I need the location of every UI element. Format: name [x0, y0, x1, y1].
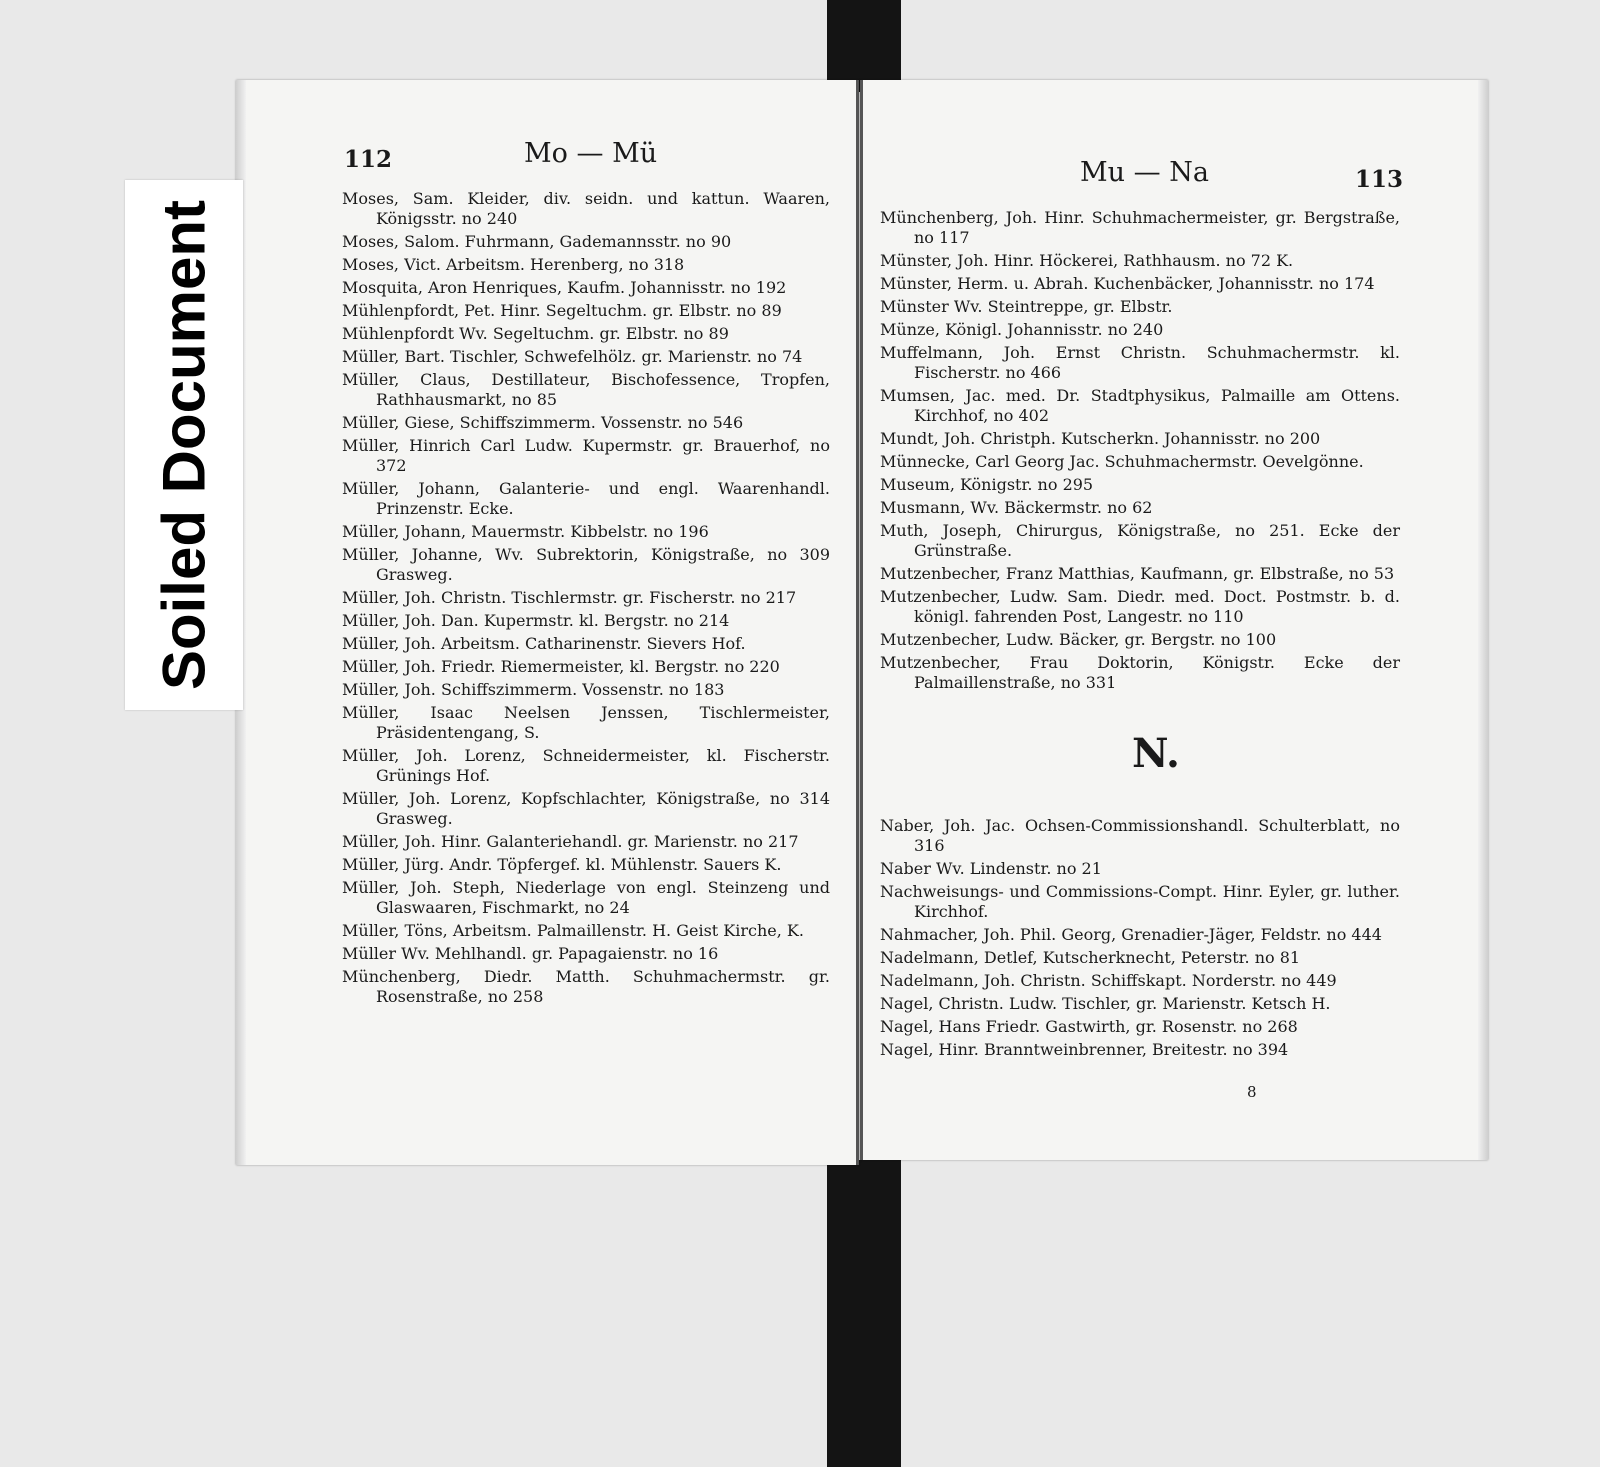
directory-entry: Müller, Claus, Destillateur, Bischofessence, Tropfen, Rathhausmarkt, no 85: [342, 370, 830, 409]
right-page-number: 113: [1355, 166, 1404, 193]
directory-entry: Mutzenbecher, Ludw. Sam. Diedr. med. Doct. Postmstr. b. d. königl. fahrenden Post, Langestr. no 110: [880, 587, 1400, 626]
binding-spine-bottom: [827, 1160, 901, 1467]
directory-entry: Mutzenbecher, Franz Matthias, Kaufmann, gr. Elbstraße, no 53: [880, 564, 1395, 583]
directory-entry: Müller, Joh. Arbeitsm. Catharinenstr. Sievers Hof.: [342, 634, 746, 653]
soiled-document-label: [125, 180, 243, 710]
directory-entry: Nadelmann, Joh. Christn. Schiffskapt. Norderstr. no 449: [880, 971, 1337, 990]
directory-entry: Münchenberg, Diedr. Matth. Schuhmachermstr. gr. Rosenstraße, no 258: [342, 967, 830, 1006]
directory-entry: Nagel, Hans Friedr. Gastwirth, gr. Rosenstr. no 268: [880, 1017, 1298, 1036]
directory-entry: Muth, Joseph, Chirurgus, Königstraße, no 251. Ecke der Grünstraße.: [880, 521, 1400, 560]
left-page-number: 112: [344, 146, 393, 173]
directory-entry: Müller Wv. Mehlhandl. gr. Papagaienstr. no 16: [342, 944, 719, 963]
directory-entry: Müller, Bart. Tischler, Schwefelhölz. gr. Marienstr. no 74: [342, 347, 803, 366]
directory-entry: Moses, Vict. Arbeitsm. Herenberg, no 318: [342, 255, 685, 274]
directory-entry: Müller, Giese, Schiffszimmerm. Vossenstr. no 546: [342, 413, 744, 432]
directory-entry: Münster Wv. Steintreppe, gr. Elbstr.: [880, 297, 1173, 316]
directory-entry: Münze, Königl. Johannisstr. no 240: [880, 320, 1164, 339]
directory-entry: Nagel, Hinr. Branntweinbrenner, Breitestr. no 394: [880, 1040, 1289, 1059]
directory-entry: Müller, Töns, Arbeitsm. Palmaillenstr. H. Geist Kirche, K.: [342, 921, 804, 940]
directory-entry: Mumsen, Jac. med. Dr. Stadtphysikus, Palmaille am Ottens. Kirchhof, no 402: [880, 386, 1400, 425]
directory-entry: Museum, Königstr. no 295: [880, 475, 1094, 494]
binding-spine-top: [827, 0, 901, 92]
directory-entry: Müller, Jürg. Andr. Töpfergef. kl. Mühlenstr. Sauers K.: [342, 855, 782, 874]
directory-entry: Musmann, Wv. Bäckermstr. no 62: [880, 498, 1153, 517]
directory-entry: Müller, Joh. Friedr. Riemermeister, kl. Bergstr. no 220: [342, 657, 780, 676]
directory-entry: Müller, Isaac Neelsen Jenssen, Tischlermeister, Präsidentengang, S.: [342, 703, 830, 742]
directory-entry: Müller, Joh. Schiffszimmerm. Vossenstr. no 183: [342, 680, 725, 699]
directory-entry: Münster, Herm. u. Abrah. Kuchenbäcker, Johannisstr. no 174: [880, 274, 1375, 293]
section-letter-n: N.: [1132, 730, 1180, 777]
right-entry-list-n: [880, 816, 1400, 1063]
directory-entry: Müller, Joh. Hinr. Galanteriehandl. gr. Marienstr. no 217: [342, 832, 799, 851]
directory-entry: Nahmacher, Joh. Phil. Georg, Grenadier-Jäger, Feldstr. no 444: [880, 925, 1382, 944]
directory-entry: Müller, Joh. Dan. Kupermstr. kl. Bergstr. no 214: [342, 611, 730, 630]
directory-entry: Münster, Joh. Hinr. Höckerei, Rathhausm. no 72 K.: [880, 251, 1294, 270]
right-page-heading: Mu — Na: [1080, 157, 1209, 188]
directory-entry: Müller, Johann, Mauermstr. Kibbelstr. no 196: [342, 522, 709, 541]
directory-entry: Mühlenpfordt, Pet. Hinr. Segeltuchm. gr. Elbstr. no 89: [342, 301, 782, 320]
directory-entry: Mutzenbecher, Frau Doktorin, Königstr. Ecke der Palmaillenstraße, no 331: [880, 653, 1400, 692]
directory-entry: Mosquita, Aron Henriques, Kaufm. Johannisstr. no 192: [342, 278, 787, 297]
directory-entry: Müller, Johann, Galanterie- und engl. Waarenhandl. Prinzenstr. Ecke.: [342, 479, 830, 518]
directory-entry: Müller, Joh. Lorenz, Schneidermeister, kl. Fischerstr. Grünings Hof.: [342, 746, 830, 785]
left-entry-list: [342, 189, 830, 1010]
signature-mark: 8: [1247, 1083, 1257, 1101]
right-entry-list-m: [880, 208, 1400, 696]
directory-entry: Muffelmann, Joh. Ernst Christn. Schuhmachermstr. kl. Fischerstr. no 466: [880, 343, 1400, 382]
directory-entry: Mutzenbecher, Ludw. Bäcker, gr. Bergstr. no 100: [880, 630, 1277, 649]
directory-entry: Münchenberg, Joh. Hinr. Schuhmachermeister, gr. Bergstraße, no 117: [880, 208, 1400, 247]
directory-entry: Müller, Joh. Lorenz, Kopfschlachter, Königstraße, no 314 Grasweg.: [342, 789, 830, 828]
directory-entry: Moses, Salom. Fuhrmann, Gademannsstr. no 90: [342, 232, 732, 251]
directory-entry: Nadelmann, Detlef, Kutscherknecht, Peterstr. no 81: [880, 948, 1301, 967]
label-text: Soiled Document: [150, 199, 218, 691]
directory-entry: Nagel, Christn. Ludw. Tischler, gr. Marienstr. Ketsch H.: [880, 994, 1331, 1013]
directory-entry: Moses, Sam. Kleider, div. seidn. und kattun. Waaren, Königsstr. no 240: [342, 189, 830, 228]
directory-entry: Müller, Hinrich Carl Ludw. Kupermstr. gr. Brauerhof, no 372: [342, 436, 830, 475]
directory-entry: Müller, Joh. Steph, Niederlage von engl. Steinzeng und Glaswaaren, Fischmarkt, no 24: [342, 878, 830, 917]
directory-entry: Mundt, Joh. Christph. Kutscherkn. Johannisstr. no 200: [880, 429, 1321, 448]
directory-entry: Nachweisungs- und Commissions-Compt. Hinr. Eyler, gr. luther. Kirchhof.: [880, 882, 1400, 921]
directory-entry: Mühlenpfordt Wv. Segeltuchm. gr. Elbstr. no 89: [342, 324, 729, 343]
page-edge: [1478, 80, 1488, 1160]
directory-entry: Müller, Johanne, Wv. Subrektorin, Königstraße, no 309 Grasweg.: [342, 545, 830, 584]
left-page-heading: Mo — Mü: [524, 138, 658, 169]
directory-entry: Naber Wv. Lindenstr. no 21: [880, 859, 1102, 878]
directory-entry: Müller, Joh. Christn. Tischlermstr. gr. Fischerstr. no 217: [342, 588, 797, 607]
directory-entry: Naber, Joh. Jac. Ochsen-Commissionshandl. Schulterblatt, no 316: [880, 816, 1400, 855]
directory-entry: Münnecke, Carl Georg Jac. Schuhmachermstr. Oevelgönne.: [880, 452, 1364, 471]
